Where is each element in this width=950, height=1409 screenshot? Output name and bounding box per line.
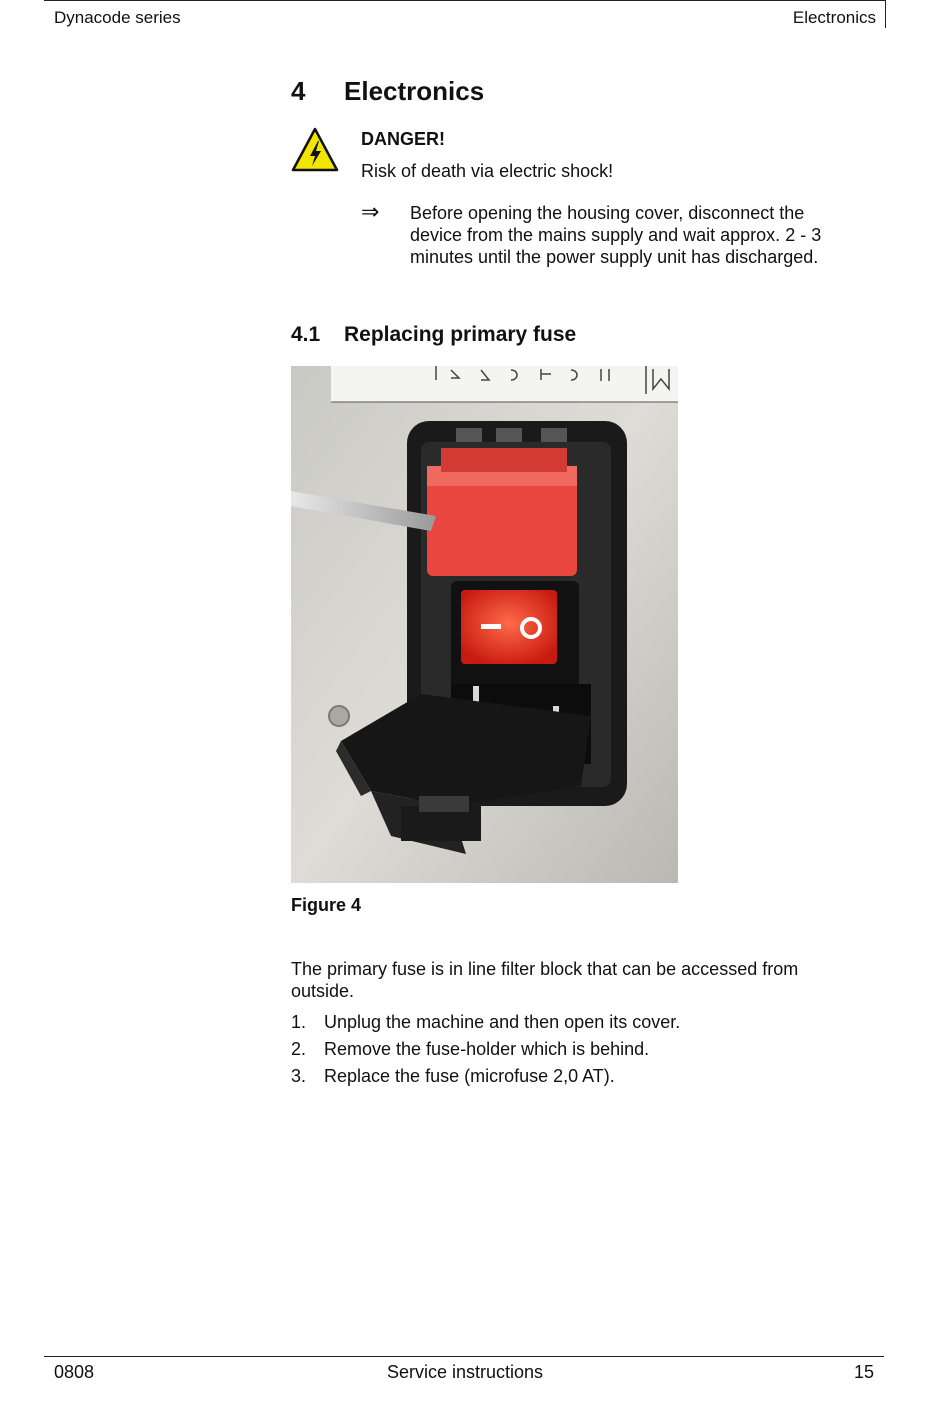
step-number: 1. [291,1012,307,1032]
section-title: Replacing primary fuse [344,323,577,346]
danger-title: DANGER! [361,129,445,149]
danger-instruction: Before opening the housing cover, disconnect the device from the mains supply and wait approx. 2 - 3 minutes until the power supply unit has discharged. [410,203,822,267]
step-text: Remove the fuse-holder which is behind. [324,1039,650,1059]
footer-doc-title: Service instructions [386,1362,544,1382]
step-number: 2. [291,1039,307,1059]
electric-hazard-warning-icon [291,127,339,173]
header-rule-right [885,0,886,28]
header-series: Dynacode series [54,8,181,27]
step-text: Replace the fuse (microfuse 2,0 AT). [324,1066,615,1086]
section-number: 4.1 [291,323,321,346]
footer-rule [44,1356,884,1357]
body-paragraph: The primary fuse is in line filter block that can be accessed from outside. [291,959,799,1001]
header-rule [44,0,886,4]
arrow-right-icon: ⇒ [361,199,380,224]
chapter-number: 4 [291,76,306,106]
step-text: Unplug the machine and then open its cover. [324,1012,681,1032]
footer-version: 0808 [54,1362,95,1382]
page-number: 15 [853,1362,874,1382]
step-number: 3. [291,1066,307,1086]
header-chapter: Electronics [792,8,876,27]
chapter-title: Electronics [344,76,485,106]
figure-caption: Figure 4 [291,895,362,915]
fuse-holder-photo [291,366,678,883]
danger-text: Risk of death via electric shock! [361,161,614,181]
